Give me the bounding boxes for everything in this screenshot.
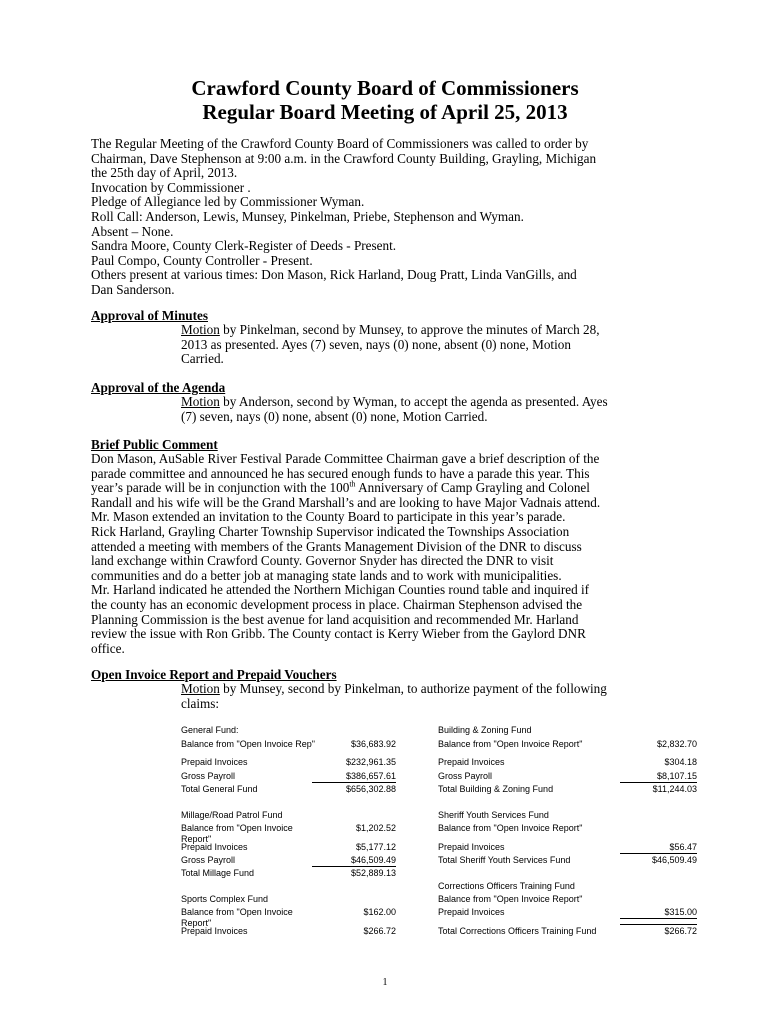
fund-row-value: $36,683.92: [350, 739, 396, 749]
clerk-line: Sandra Moore, County Clerk-Register of Deeds - Present.: [91, 238, 397, 254]
comment-line: Rick Harland, Grayling Charter Township Supervisor indicated the Townships Association: [91, 523, 570, 539]
fund-total-label: Total Building & Zoning Fund: [438, 784, 554, 794]
total-rule: [620, 924, 697, 925]
motion-text: by Anderson, second by Wyman, to accept the agenda as presented. Ayes: [219, 394, 608, 409]
fund-row-value: $162.00: [363, 907, 396, 917]
public-comment-paragraph: [91, 452, 691, 656]
invoice-motion: [181, 682, 681, 711]
fund-row-label: Prepaid Invoices: [181, 842, 248, 852]
document-title-line-1: Crawford County Board of Commissioners: [191, 76, 579, 100]
section-heading-public-comment: Brief Public Comment: [91, 437, 218, 452]
fund-row-label: Balance from "Open Invoice Rep": [181, 739, 315, 749]
roll-call-line: Roll Call: Anderson, Lewis, Munsey, Pinkelman, Priebe, Stephenson and Wyman.: [91, 208, 524, 224]
comment-line: year’s parade will be in conjunction with the 100: [91, 480, 350, 496]
comment-line: land exchange within Crawford County. Governor Snyder has directed the DNR to visit: [91, 553, 554, 569]
fund-row-value: $8,107.15: [620, 771, 697, 783]
fund-total-value: $52,889.13: [350, 868, 396, 878]
section-heading-invoice: Open Invoice Report and Prepaid Vouchers: [91, 667, 337, 682]
fund-row-label: Prepaid Invoices: [438, 842, 505, 852]
total-rule: [312, 866, 396, 867]
comment-line: the county has an economic development process in place. Chairman Stephenson advised the: [91, 596, 583, 612]
fund-total-value: $266.72: [664, 926, 697, 936]
comment-line: Randall and his wife will be the Grand Marshall’s and are looking to have Major Vadnais attend.: [91, 494, 601, 510]
fund-row-value: $386,657.61: [312, 771, 396, 783]
page-number: 1: [382, 977, 388, 988]
pledge-line: Pledge of Allegiance led by Commissioner Wyman.: [91, 194, 365, 210]
fund-total-label: Total Corrections Officers Training Fund: [438, 926, 597, 936]
fund-row-label: Gross Payroll: [181, 855, 236, 865]
fund-name: Corrections Officers Training Fund: [438, 881, 575, 891]
fund-total-label: Total General Fund: [181, 784, 258, 794]
fund-total-label: Total Sheriff Youth Services Fund: [438, 855, 571, 865]
motion-label: Motion: [181, 394, 220, 409]
fund-total-value: $11,244.03: [652, 784, 697, 794]
comment-line: Mr. Harland indicated he attended the Northern Michigan Counties round table and inquired if: [91, 582, 590, 598]
fund-row-label: Prepaid Invoices: [181, 757, 248, 767]
intro-line: The Regular Meeting of the Crawford County Board of Commissioners was called to order by: [91, 136, 589, 151]
fund-row-value: $5,177.12: [355, 842, 396, 852]
motion-text: 2013 as presented. Ayes (7) seven, nays (0) none, absent (0) none, Motion: [181, 336, 571, 352]
comment-line: Don Mason, AuSable River Festival Parade Committee Chairman gave a brief description of the: [91, 451, 600, 466]
others-present-line: Dan Sanderson.: [91, 281, 175, 297]
fund-total-value: $656,302.88: [345, 784, 396, 794]
fund-name: Sports Complex Fund: [181, 894, 269, 904]
fund-name: Building & Zoning Fund: [438, 725, 532, 735]
fund-row-value: $232,961.35: [345, 757, 396, 767]
section-heading-minutes: Approval of Minutes: [91, 308, 208, 323]
intro-paragraph: [91, 137, 691, 298]
fund-name: Millage/Road Patrol Fund: [181, 810, 283, 820]
document-title-line-2: Regular Board Meeting of April 25, 2013: [202, 100, 568, 124]
controller-line: Paul Compo, County Controller - Present.: [91, 252, 313, 268]
agenda-motion: [181, 395, 681, 424]
comment-line: Anniversary of Camp Grayling and Colonel: [355, 480, 590, 496]
fund-row-label: Prepaid Invoices: [438, 757, 505, 767]
fund-row-value: $1,202.52: [355, 823, 396, 833]
fund-row-label: Balance from "Open Invoice Report": [438, 894, 583, 904]
motion-text: claims:: [181, 695, 220, 711]
fund-row-value: $2,832.70: [656, 739, 697, 749]
motion-text: Carried.: [181, 351, 224, 367]
fund-row-label: Balance from "Open Invoice Report": [438, 739, 583, 749]
fund-row-value: $56.47: [620, 842, 697, 854]
minutes-motion: [181, 323, 681, 367]
fund-row-value: $46,509.49: [312, 855, 396, 867]
fund-total-value: $46,509.49: [651, 855, 697, 865]
motion-text: by Pinkelman, second by Munsey, to approve the minutes of March 28,: [219, 322, 600, 337]
fund-row-label: Gross Payroll: [181, 771, 236, 781]
fund-row-value: $304.18: [664, 757, 697, 767]
fund-row-label: Balance from "Open Invoice Report": [438, 823, 583, 833]
fund-row-label: Prepaid Invoices: [438, 907, 505, 917]
fund-row-value: $315.00: [620, 907, 697, 919]
motion-label: Motion: [181, 322, 220, 337]
motion-text: (7) seven, nays (0) none, absent (0) none, Motion Carried.: [181, 408, 488, 424]
comment-line: review the issue with Ron Gribb. The County contact is Kerry Wieber from the Gaylord DNR: [91, 626, 586, 642]
section-heading-agenda: Approval of the Agenda: [91, 380, 226, 395]
comment-line: office.: [91, 640, 125, 656]
fund-name: Sheriff Youth Services Fund: [438, 810, 549, 820]
fund-row-label: Gross Payroll: [438, 771, 493, 781]
fund-row-value: $266.72: [363, 926, 396, 936]
others-present-line: Others present at various times: Don Mason, Rick Harland, Doug Pratt, Linda VanGills, and: [91, 267, 577, 283]
fund-row-label: Balance from "Open Invoice Report": [181, 907, 293, 928]
intro-line: the 25th day of April, 2013.: [91, 165, 238, 181]
motion-label: Motion: [181, 681, 220, 696]
superscript: th: [349, 479, 356, 489]
invocation-line: Invocation by Commissioner .: [91, 179, 251, 195]
fund-total-label: Total Millage Fund: [181, 868, 255, 878]
comment-line: parade committee and announced he has secured enough funds to have a parade this year. This: [91, 465, 590, 481]
comment-line: communities and do a better job at managing state lands and to work with municipalities.: [91, 567, 562, 583]
fund-name: General Fund:: [181, 725, 239, 735]
fund-row-label: Prepaid Invoices: [181, 926, 248, 936]
fund-row-label: Balance from "Open Invoice Report": [181, 823, 293, 844]
intro-line: Chairman, Dave Stephenson at 9:00 a.m. in the Crawford County Building, Grayling, Michigan: [91, 150, 597, 166]
motion-text: by Munsey, second by Pinkelman, to authorize payment of the following: [219, 681, 607, 696]
comment-line: Planning Commission is the best avenue for land acquisition and recommended Mr. Harland: [91, 611, 579, 627]
absent-line: Absent – None.: [91, 223, 174, 239]
comment-line: Mr. Mason extended an invitation to the County Board to participate in this year’s parade.: [91, 509, 566, 525]
comment-line: attended a meeting with members of the Grants Management Division of the DNR to discuss: [91, 538, 582, 554]
